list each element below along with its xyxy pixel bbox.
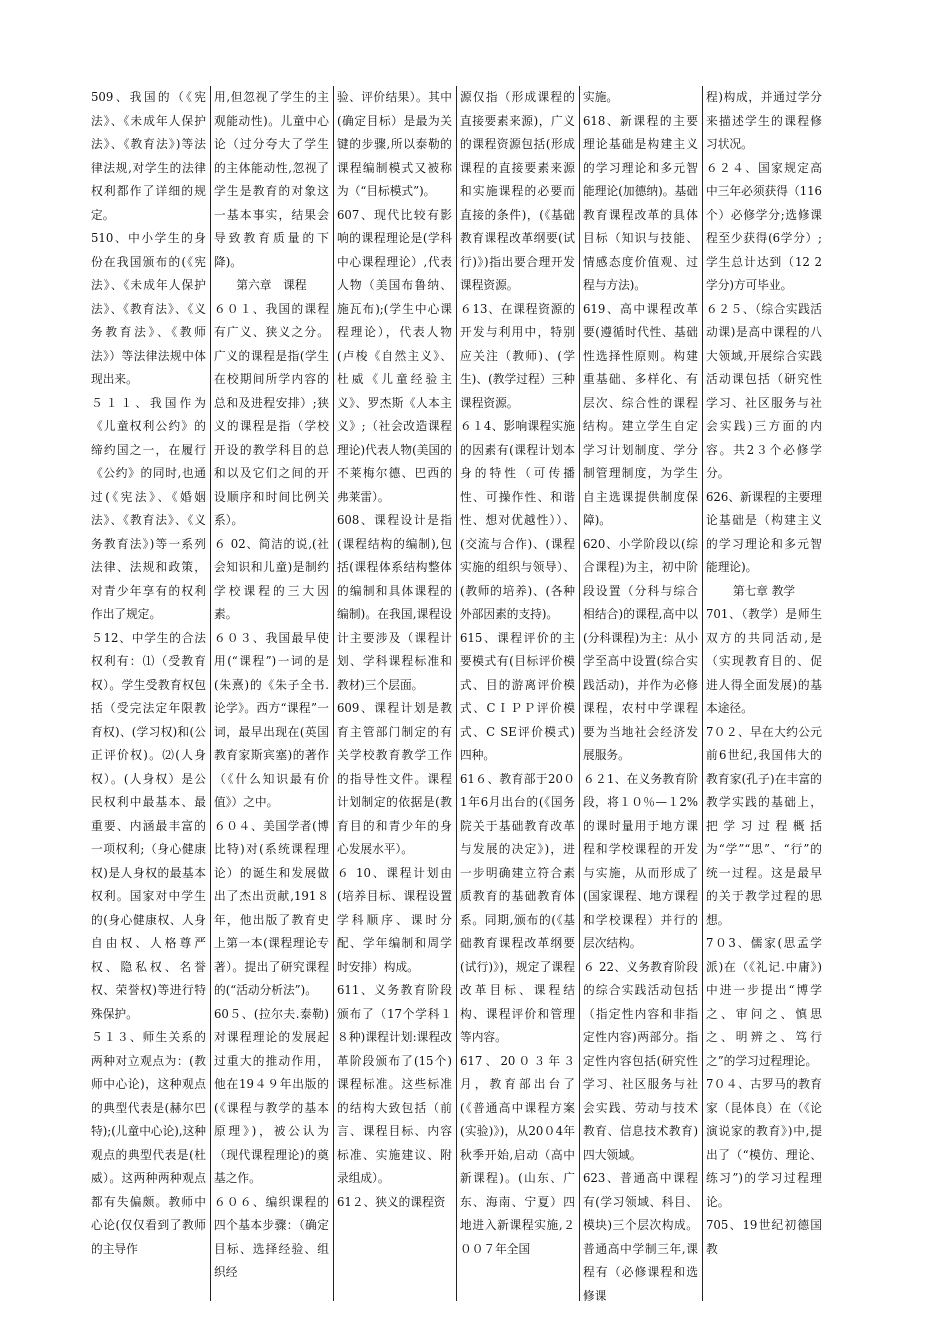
paragraph: 619、高中课程改革要(遵循时代性、基础性选择性原则。构建重基础、多样化、有层次、综合性的课程结构。建立学生自定学习计划制度、学分制管理制度，为学生自主选课提供制度保障)。 (583, 301, 698, 527)
text-column-2 (211, 86, 334, 1301)
paragraph: 程)构成，并通过学分来描述学生的课程修习状况。 (706, 90, 822, 151)
paragraph: ５12、中学生的合法权利有：⑴（受教育权）。学生受教育权包括（受完法定年限教育权)、(学习权)和(公正评价权)。⑵(人身权）。(人身权）是公民权利中最基本、最重要、内涵最丰富的一项权利;（身心健康权)是人身权的最基本权利。国家对中学生的(身心健康权、人身自由权、人格尊严权、隐私权、名誉权、荣誉权)等进行特殊保护。 (91, 630, 206, 1021)
text-column-1 (88, 86, 211, 1301)
paragraph: ６２５、（综合实践活动课)是高中课程的八大领域,开展综合实践活动课包括（研究性学习、社区服务与社会实践)三方面的内容。共2３个必修学分。 (706, 301, 822, 480)
paragraph: 618、新课程的主要理论基础是构建主义的学习理论和多元智能理论(加德纳)。基础教育课程改革的具体目标（知识与技能、情感态度价值观、过程与方法)。 (583, 113, 698, 292)
paragraph: 验、评价结果）。其中(确定目标）是最为关键的步骤,所以泰勒的课程编制模式又被称为（“目标模式”)。 (337, 90, 452, 198)
paragraph: 509、我国的（《宪法》、《未成年人保护法》、《教育法》)等法律法规,对学生的法律权利都作了详细的规定。 (91, 90, 206, 222)
paragraph: 用,但忽视了学生的主观能动性)。儿童中心论（过分夸大了学生的主体能动性,忽视了学生是教育的对象这一基本事实，结果会导致教育质量的下降)。 (214, 90, 329, 269)
paragraph: 609、课程计划是教育主管部门制定的有关学校教育教学工作的指导性文件。课程计划制定的依据是(教育目的和青少年的身心发展水平）。 (337, 701, 452, 856)
document-page (88, 86, 868, 1301)
chapter-heading: 第七章 教学 (732, 583, 796, 598)
paragraph: 60５、(拉尔夫.泰勒)对课程理论的发展起过重大的推动作用，他在19４９年出版的(《课程与教学的基本原理》)，被公认为（现代课程理论)的奠基之作。 (214, 1006, 329, 1185)
paragraph: ５１１、我国作为《儿童权利公约》的缔约国之一，在履行《公约》的同时,也通过(《宪法》、《婚姻法》、《教育法》、《义务教育法》)等一系列法律、法规和政策，对青少年享有的权利作出了规定。 (91, 395, 206, 621)
paragraph: 623、普通高中课程有(学习领域、科目、模块)三个层次构成。普通高中学制三年,课程有（必修课程和选修课 (583, 1171, 698, 1301)
paragraph: ５１３、师生关系的两种对立观点为：(教师中心论)，这种观点的典型代表是(赫尔巴特);(儿童中心论),这种观点的典型代表是(杜威）。这两种两种观点都有失偏颇。教师中心论(仅仅看到了教师的主导作 (91, 1030, 206, 1256)
paragraph: ６ 22、义务教育阶段的综合实践活动包括（指定性内容和非指定性内容)两部分。指定性内容包括(研究性学习、社区服务与社会实践、劳动与技术教育、信息技术教育)四大领域。 (583, 959, 698, 1162)
paragraph: ６０４、美国学者(博比特)对(系统课程理论）的诞生和发展做出了杰出贡献,191８年，他出版了教育史上第一本(课程理论专著）。提出了研究课程的(“活动分析法”)。 (214, 818, 329, 997)
paragraph: 7０４、古罗马的教育家（昆体良）在（《论演说家的教育》)中,提出了（“模仿、理论、练习”)的学习过程理论。 (706, 1077, 822, 1209)
paragraph: ６１4、影响课程实施的因素有(课程计划本身的特性（可传播性、可操作性、和谐性、想对优越性））、(交流与合作)、(课程实施的组织与领导）、(教师的培养)、(各种外部因素的支持)。 (460, 419, 575, 621)
paragraph: ６ 10、课程计划由(培养目标、课程设置学科顺序、课时分配、学年编制和周学时安排）构成。 (337, 865, 452, 974)
paragraph: 61６、教育部于20０1年6月出台的(《国务院关于基础教育改革与发展的决定》)，进一步明确建立符合素质教育的基础教育体系。同期,颁布的(《基础教育课程改革纲要(试行)》)，规定了课程改革目标、课程结构、课程评价和管理等内容。 (460, 771, 575, 1044)
paragraph: ６０１、我国的课程有广义、狭义之分。广义的课程是指(学生在校期间所学内容的总和及进程安排）;狭义的课程是指（学校开设的教学科目的总和以及它们之间的开设顺序和时间比例关系）。 (214, 301, 329, 527)
paragraph: 源仅指（形成课程的直接要素来源)，广义的课程资源包括(形成课程的直接要素来源和实施课程的必要而直接的条件)，(《基础教育课程改革纲要(试行)》)指出要合理开发课程资源。 (460, 90, 575, 292)
paragraph: ６13、在课程资源的开发与利用中，特别应关注（教师)、(学生)、(教学过程）三种课程资源。 (460, 301, 575, 410)
chapter-heading: 第六章 课程 (236, 278, 307, 292)
paragraph: 620、小学阶段以(综合课程)为主，初中阶段设置（分科与综合相结合)的课程,高中以(分科课程)为主：从小学至高中设置(综合实践活动)，并作为必修课程，农村中学课程要为当地社会经济发展服务。 (583, 536, 698, 762)
paragraph: 7０２、早在大约公元前6世纪,我国伟大的教育家(孔子)在丰富的教学实践的基础上，把学习过程概括为“学”“思”、“行”的统一过程。这是最早的关于教学过程的思想。 (706, 724, 822, 927)
paragraph: 626、新课程的主要理论基础是（构建主义的学习理论和多元智能理论)。 (706, 489, 822, 574)
paragraph: 510、中小学生的身份在我国颁布的(《宪法》、《未成年人保护法》、《教育法》、《义务教育法》、《教师法》）等法律法规中体现出来。 (91, 231, 206, 386)
text-column-6 (703, 86, 826, 1301)
paragraph: 615、课程评价的主要模式有(目标评价模式、目的游离评价模式、CＩＰＰ评价模式、C SE评价模式)四种。 (460, 630, 575, 762)
paragraph: 实施。 (583, 90, 619, 104)
paragraph: 61２、狭义的课程资 (337, 1194, 446, 1209)
paragraph: ６２1、在义务教育阶段，将１０％—１2%的课时量用于地方课程和学校课程的开发与实施，从而形成了(国家课程、地方课程和学校课程）并行的层次结构。 (583, 771, 698, 950)
paragraph: 701、（教学）是师生双方的共同活动,是（实现教育目的、促进人得全面发展)的基本途径。 (706, 607, 822, 715)
paragraph: 705、19世纪初德国教 (706, 1218, 822, 1256)
paragraph: ６０６、编织课程的四个基本步骤：（确定目标、选择经验、组织经 (214, 1194, 329, 1279)
paragraph: 7０3、儒家(思孟学派)在（《礼记.中庸》)中进一步提出“博学之、审问之、慎思之、明辨之、笃行之”的学习过程理论。 (706, 936, 822, 1068)
text-column-5 (580, 86, 703, 1301)
paragraph: 607、现代比较有影响的课程理论是(学科中心课程理论）,代表人物（美国布鲁纳、施瓦布);(学生中心课程理论），代表人物(卢梭《自然主义》、杜威《儿童经验主义》、罗杰斯《人本主义》;（社会改造课程理论)代表人物(美国的不莱梅尔德、巴西的弗莱雷）。 (337, 207, 452, 504)
paragraph: ６２４、国家规定高中三年必须获得（116个）必修学分;选修课程至少获得(6学分）;学生总计达到（12 2学分)方可毕业。 (706, 160, 822, 292)
paragraph: 608、课程设计是指(课程结构的编制),包括(课程体系结构整体的编制和具体课程的编制)。在我国,课程设计主要涉及（课程计划、学科课程标准和教材)三个层面。 (337, 513, 452, 692)
paragraph: ６ 02、简洁的说,(社会知识和儿童)是制约学校课程的三大因素。 (214, 536, 329, 621)
text-column-3 (334, 86, 457, 1301)
paragraph: 617、20０３年３月，教育部出台了(《普通高中课程方案(实验)》)，从20０4年秋季开始,启动（高中新课程)。(山东、广东、海南、宁夏）四地进入新课程实施,２００７年全国 (460, 1053, 575, 1256)
paragraph: ６０３、我国最早使用(“课程”)一词的是(朱熹)的《朱子全书.论学》。西方“课程”一词，最早出现在(英国教育家斯宾塞)的著作（《什么知识最有价值》）之中。 (214, 630, 329, 809)
text-column-4 (457, 86, 580, 1301)
paragraph: 611、义务教育阶段颁布了（17个学科１８种)课程计划:课程改革阶段颁布了(15个)课程标准。这些标准的结构大致包括（前言、课程目标、内容标准、实施建议、附录组成）。 (337, 983, 452, 1185)
